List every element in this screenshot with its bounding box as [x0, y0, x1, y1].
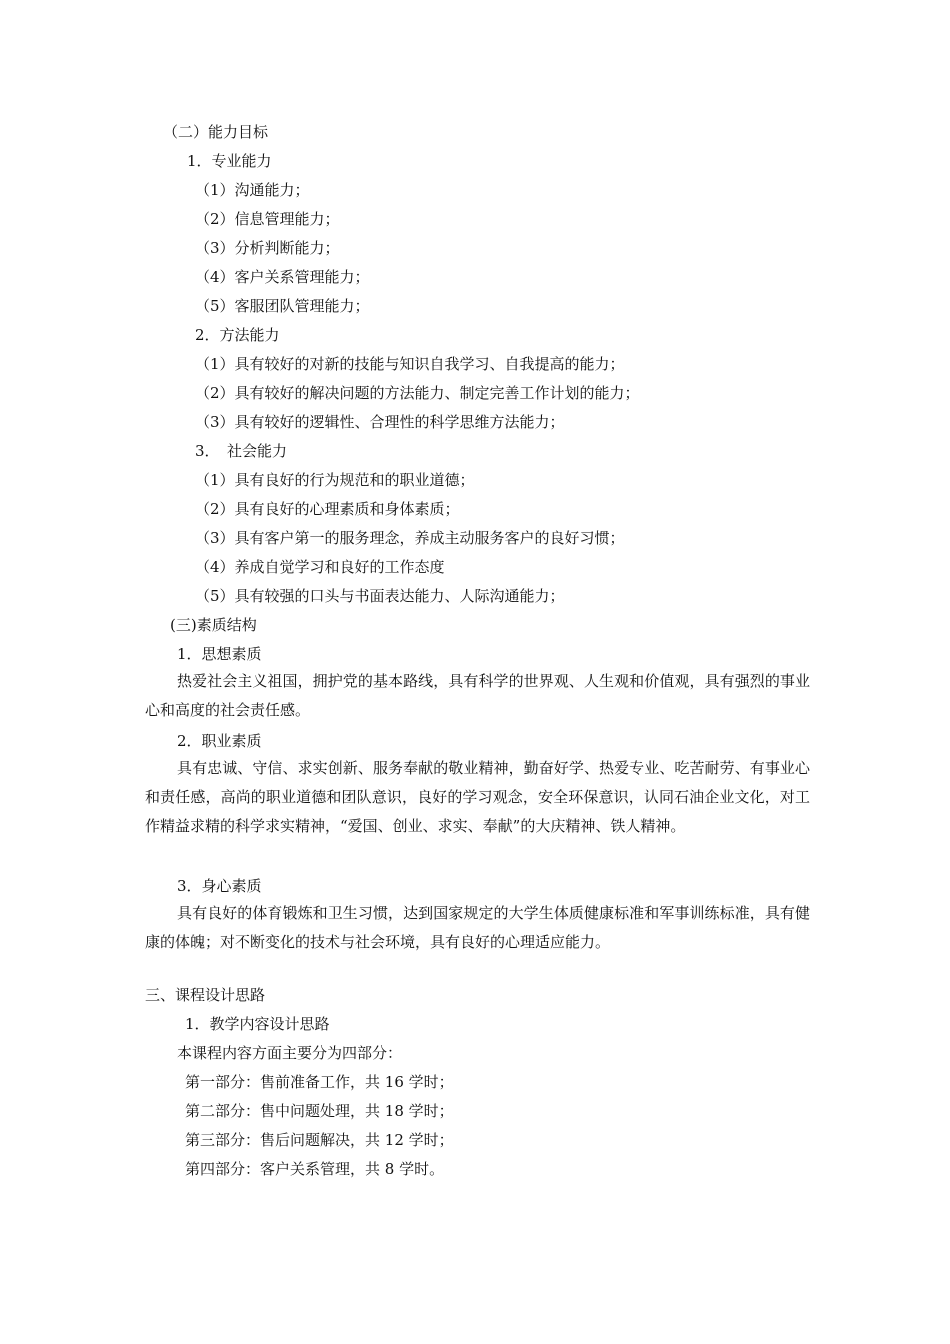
subheading-content-design: 1．教学内容设计思路 [185, 1015, 330, 1033]
subheading-physical-quality: 3．身心素质 [177, 877, 262, 895]
list-item: （5）客服团队管理能力； [195, 297, 370, 315]
subheading-professional-ability: 1．专业能力 [187, 152, 272, 170]
list-item: （4）养成自觉学习和良好的工作态度 [195, 558, 445, 576]
paragraph-physical-quality: 具有良好的体育锻炼和卫生习惯，达到国家规定的大学生体质健康标准和军事训练标准，具有健康的体魄；对不断变化的技术与社会环境，具有良好的心理适应能力。 [145, 904, 810, 951]
list-item: （1）具有良好的行为规范和的职业道德； [195, 471, 475, 489]
subheading-ideology-quality: 1．思想素质 [177, 645, 262, 663]
list-item: （2）具有良好的心理素质和身体素质； [195, 500, 460, 518]
paragraph-professional-quality: 具有忠诚、守信、求实创新、服务奉献的敬业精神，勤奋好学、热爱专业、吃苦耐劳、有事业心和责任感，高尚的职业道德和团队意识，良好的学习观念，安全环保意识，认同石油企业文化，对工作精益求精的科学求实精神，“爱国、创业、求实、奉献”的大庆精神、铁人精神。 [145, 759, 810, 835]
list-item: 第一部分：售前准备工作，共 16 学时； [185, 1073, 454, 1091]
paragraph-ideology-quality: 热爱社会主义祖国，拥护党的基本路线，具有科学的世界观、人生观和价值观，具有强烈的事业心和高度的社会责任感。 [145, 672, 810, 719]
subheading-professional-quality: 2．职业素质 [177, 732, 262, 750]
list-item: 第二部分：售中问题处理，共 18 学时； [185, 1102, 454, 1120]
subheading-social-ability: 3． 社会能力 [195, 442, 288, 460]
list-item: （2）具有较好的解决问题的方法能力、制定完善工作计划的能力； [195, 384, 640, 402]
section-heading-ability-goals: （二）能力目标 [163, 123, 269, 141]
list-item: （1）沟通能力； [195, 181, 310, 199]
content-intro: 本课程内容方面主要分为四部分： [177, 1044, 403, 1062]
section-heading-quality-structure: (三)素质结构 [170, 616, 257, 634]
section-heading-course-design: 三、课程设计思路 [145, 986, 266, 1004]
list-item: （4）客户关系管理能力； [195, 268, 370, 286]
list-item: （2）信息管理能力； [195, 210, 340, 228]
list-item: 第四部分：客户关系管理，共 8 学时。 [185, 1160, 445, 1178]
subheading-method-ability: 2．方法能力 [195, 326, 280, 344]
list-item: 第三部分：售后问题解决，共 12 学时； [185, 1131, 454, 1149]
list-item: （5）具有较强的口头与书面表达能力、人际沟通能力； [195, 587, 565, 605]
list-item: （1）具有较好的对新的技能与知识自我学习、自我提高的能力； [195, 355, 625, 373]
list-item: （3）具有较好的逻辑性、合理性的科学思维方法能力； [195, 413, 565, 431]
list-item: （3）具有客户第一的服务理念，养成主动服务客户的良好习惯； [195, 529, 625, 547]
list-item: （3）分析判断能力； [195, 239, 340, 257]
